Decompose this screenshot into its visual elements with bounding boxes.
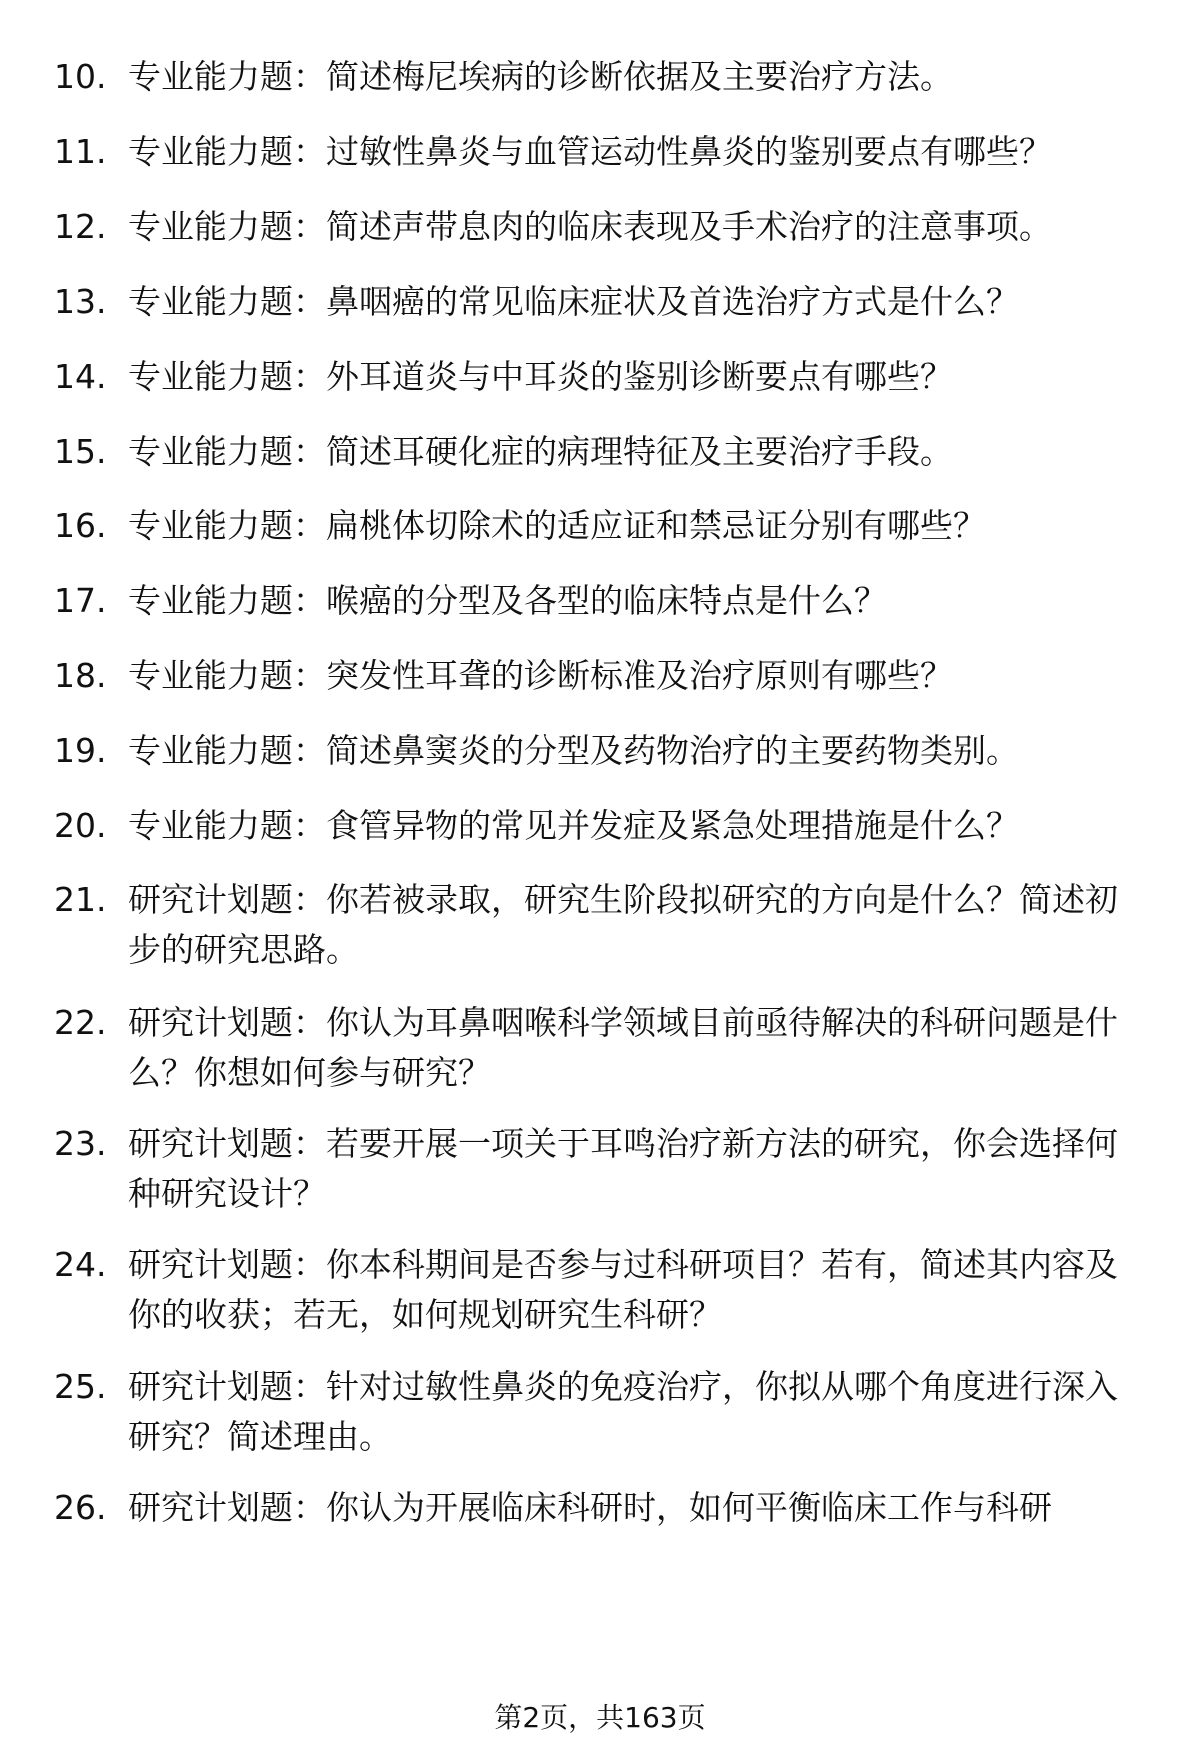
question-text: 专业能力题：简述耳硬化症的病理特征及主要治疗手段。 bbox=[128, 432, 953, 471]
question-number: 14. bbox=[54, 357, 107, 396]
question-text: 研究计划题：你若被录取，研究生阶段拟研究的方向是什么？简述初步的研究思路。 bbox=[128, 880, 1118, 969]
question-text: 研究计划题：你本科期间是否参与过科研项目？若有，简述其内容及你的收获；若无，如何规划研究生科研？ bbox=[128, 1245, 1118, 1334]
question-text: 专业能力题：简述鼻窦炎的分型及药物治疗的主要药物类别。 bbox=[128, 731, 1019, 770]
question-number: 26. bbox=[54, 1488, 107, 1527]
question-number: 15. bbox=[54, 432, 107, 471]
question-number: 20. bbox=[54, 806, 107, 845]
question-number: 22. bbox=[54, 1003, 107, 1042]
question-number: 13. bbox=[54, 282, 107, 321]
question-number: 17. bbox=[54, 581, 107, 620]
question-number: 12. bbox=[54, 207, 107, 246]
question-number: 10. bbox=[54, 57, 107, 96]
question-text: 研究计划题：你认为耳鼻咽喉科学领域目前亟待解决的科研问题是什么？你想如何参与研究？ bbox=[128, 1003, 1118, 1092]
question-number: 16. bbox=[54, 506, 107, 545]
question-text: 专业能力题：简述梅尼埃病的诊断依据及主要治疗方法。 bbox=[128, 57, 953, 96]
question-number: 11. bbox=[54, 132, 107, 171]
page-footer: 第2页，共163页 bbox=[494, 1701, 706, 1734]
question-text: 专业能力题：突发性耳聋的诊断标准及治疗原则有哪些？ bbox=[128, 656, 953, 695]
question-text: 专业能力题：鼻咽癌的常见临床症状及首选治疗方式是什么？ bbox=[128, 282, 1019, 321]
question-number: 18. bbox=[54, 656, 107, 695]
question-text: 专业能力题：外耳道炎与中耳炎的鉴别诊断要点有哪些？ bbox=[128, 357, 953, 396]
question-number: 25. bbox=[54, 1367, 107, 1406]
question-number: 21. bbox=[54, 880, 107, 919]
question-number: 19. bbox=[54, 731, 107, 770]
question-text: 专业能力题：简述声带息肉的临床表现及手术治疗的注意事项。 bbox=[128, 207, 1052, 246]
question-text: 研究计划题：你认为开展临床科研时，如何平衡临床工作与科研 bbox=[128, 1488, 1052, 1527]
question-number: 24. bbox=[54, 1245, 107, 1284]
question-text: 专业能力题：喉癌的分型及各型的临床特点是什么？ bbox=[128, 581, 887, 620]
question-text: 专业能力题：食管异物的常见并发症及紧急处理措施是什么？ bbox=[128, 806, 1019, 845]
question-text: 研究计划题：若要开展一项关于耳鸣治疗新方法的研究，你会选择何种研究设计？ bbox=[128, 1124, 1118, 1213]
question-text: 专业能力题：扁桃体切除术的适应证和禁忌证分别有哪些？ bbox=[128, 506, 986, 545]
question-text: 研究计划题：针对过敏性鼻炎的免疫治疗，你拟从哪个角度进行深入研究？简述理由。 bbox=[128, 1367, 1118, 1456]
question-text: 专业能力题：过敏性鼻炎与血管运动性鼻炎的鉴别要点有哪些？ bbox=[128, 132, 1052, 171]
question-number: 23. bbox=[54, 1124, 107, 1163]
